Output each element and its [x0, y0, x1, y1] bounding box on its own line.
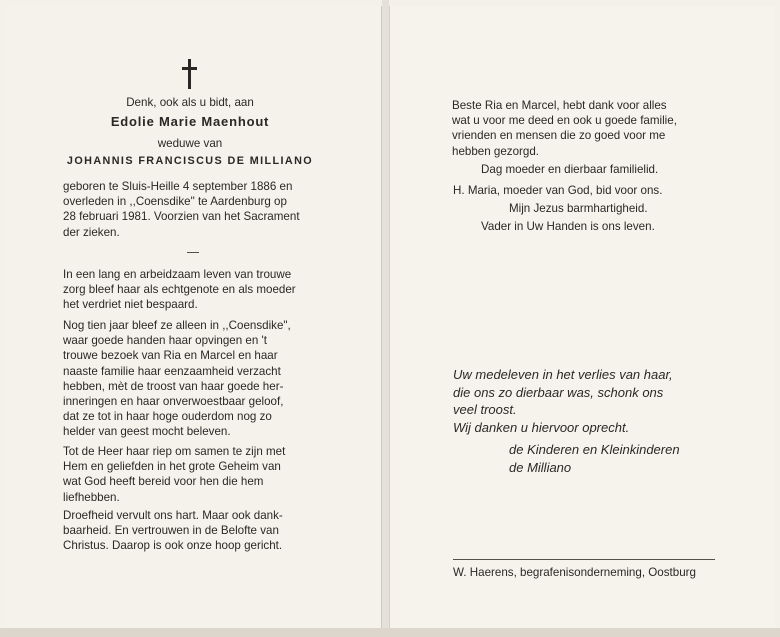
- text-line: Hem en geliefden in het grote Geheim van: [63, 460, 281, 474]
- paragraph-life: [63, 267, 326, 313]
- card-bottom-edge: [0, 628, 780, 637]
- text-line: hebben gezorgd.: [452, 144, 540, 158]
- prayer-line-3: Vader in Uw Handen is ons leven.: [481, 220, 655, 233]
- paragraph-grief: [63, 508, 326, 554]
- text-line: Nog tien jaar bleef ze alleen in ,,Coensdike",: [63, 319, 291, 332]
- text-line: 28 februari 1981. Voorzien van het Sacrament: [63, 210, 300, 224]
- text-line: der zieken.: [63, 225, 120, 239]
- deceased-name: Edolie Marie Maenhout: [110, 114, 270, 129]
- text-line: wat u voor me deed en ook u goede familie,: [452, 114, 677, 128]
- text-line: waar goede handen haar opvingen en 't: [63, 334, 267, 348]
- signature-line: de Milliano: [509, 460, 572, 475]
- birth-death-paragraph: [63, 179, 326, 240]
- text-line: baarheid. En vertrouwen in de Belofte van: [63, 524, 279, 538]
- paragraph-heaven: [63, 444, 326, 505]
- signature-line: de Kinderen en Kleinkinderen: [509, 442, 680, 457]
- text-line: trouwe bezoek van Ria en Marcel en haar: [63, 349, 278, 363]
- family-note-line: Wij danken u hiervoor oprecht.: [453, 420, 630, 435]
- family-note-line: veel troost.: [453, 402, 517, 417]
- divider: [187, 252, 199, 253]
- text-line: naaste familie haar eenzaamheid verzacht: [63, 364, 281, 378]
- family-note-line: die ons zo dierbaar was, schonk ons: [453, 385, 664, 400]
- farewell-text: Dag moeder en dierbaar familielid.: [481, 163, 659, 176]
- family-note-line: Uw medeleven in het verlies van haar,: [453, 367, 673, 382]
- husband-name: JOHANNIS FRANCISCUS DE MILLIANO: [66, 155, 314, 167]
- text-line: Beste Ria en Marcel, hebt dank voor alles: [452, 99, 667, 112]
- text-line: geboren te Sluis-Heille 4 september 1886 en: [63, 180, 293, 193]
- text-line: overleden in ,,Coensdike" te Aardenburg op: [63, 195, 287, 209]
- undertaker-text: W. Haerens, begrafenisonderneming, Oostburg: [453, 566, 696, 579]
- cross-icon: [181, 59, 199, 89]
- text-line: het verdriet niet bespaard.: [63, 298, 198, 312]
- thanks-paragraph: [452, 98, 714, 159]
- widow-of-text: weduwe van: [157, 137, 223, 150]
- text-line: hebben, mèt de troost van haar goede her-: [63, 379, 284, 393]
- text-line: In een lang en arbeidzaam leven van trouwe: [63, 268, 292, 281]
- text-line: liefhebben.: [63, 490, 120, 504]
- text-line: helder van geest mocht beleven.: [63, 425, 231, 439]
- text-line: Tot de Heer haar riep om samen te zijn met: [63, 445, 286, 458]
- paragraph-coensdike: [63, 318, 326, 440]
- footer-divider: [453, 559, 715, 560]
- text-line: zorg bleef haar als echtgenote en als moeder: [63, 283, 296, 297]
- prayer-line-1: H. Maria, moeder van God, bid voor ons.: [453, 184, 663, 197]
- card-fold: [382, 0, 389, 637]
- text-line: wat God heeft bereid voor hen die hem: [63, 475, 264, 489]
- text-line: vrienden en mensen die zo goed voor me: [452, 129, 666, 143]
- text-line: Christus. Daarop is ook onze hoop gericht.: [63, 539, 283, 553]
- text-line: dat ze tot in haar hoge ouderdom nog zo: [63, 410, 272, 424]
- text-line: inneringen en haar onverwoestbaar geloof,: [63, 395, 284, 409]
- intro-text: Denk, ook als u bidt, aan: [126, 96, 254, 109]
- text-line: Droefheid vervult ons hart. Maar ook dank-: [63, 509, 283, 522]
- prayer-line-2: Mijn Jezus barmhartigheid.: [509, 202, 648, 215]
